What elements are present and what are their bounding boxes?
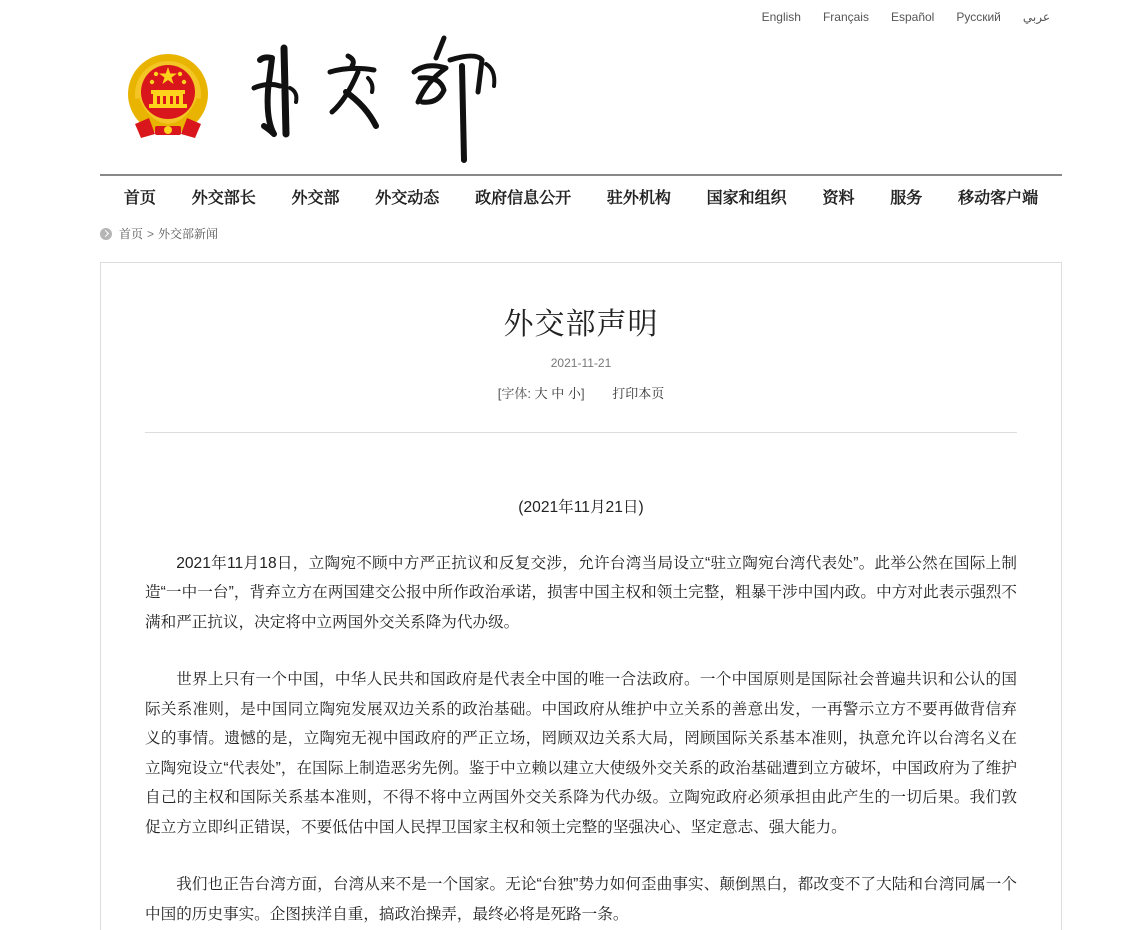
breadcrumb-arrow-icon <box>100 228 112 240</box>
nav-mobile[interactable]: 移动客户端 <box>958 189 1039 207</box>
lang-spanish[interactable]: Español <box>890 10 935 24</box>
breadcrumb-separator: > <box>147 226 155 241</box>
font-small-button[interactable]: 小 <box>567 386 581 401</box>
font-medium-button[interactable]: 中 <box>551 386 565 401</box>
article-date: 2021-11-21 <box>550 356 612 370</box>
article-paragraph: 世界上只有一个中国，中华人民共和国政府是代表全中国的唯一合法政府。一个中国原则是国际社会普遍共识和公认的国际关系准则，是中国同立陶宛发展双边关系的政治基础。中国政府从维护中立关系的善意出发，一再警示立方不要再做背信弃义的事情。遗憾的是，立陶宛无视中国政府的严正立场，罔顾双边关系大局，罔顾国际关系基本准则，执意允许以台湾名义在立陶宛设立“代表处”，在国际上制造恶劣先例。鉴于中立赖以建立大使级外交关系的政治基础遭到立方破坏，中国政府为了维护自己的主权和国际关系基本准则，不得不将中立两国外交关系降为代办级。立陶宛政府必须承担由此产生的一切后果。我们敦促立方立即纠正错误，不要低估中国人民捍卫国家主权和领土完整的坚强决心、坚定意志、强大能力。 <box>145 671 1017 836</box>
nav-countries[interactable]: 国家和组织 <box>706 189 787 207</box>
article-paragraph: 我们也正告台湾方面，台湾从来不是一个国家。无论“台独”势力如何歪曲事实、颠倒黑白，都改变不了大陆和台湾同属一个中国的历史事实。企图挟洋自重，搞政治操弄，最终必将是死路一条。 <box>145 876 1017 923</box>
article-container <box>100 262 1062 930</box>
main-nav <box>100 174 1062 216</box>
article-paragraph: 2021年11月18日，立陶宛不顾中方严正抗议和反复交涉，允许台湾当局设立“驻立陶宛台湾代表处”。此举公然在国际上制造“一中一台”，背弃立方在两国建交公报中所作政治承诺，损害中国主权和领土完整，粗暴干涉中国内政。中方对此表示强烈不满和严正抗议，决定将中立两国外交关系降为代办级。 <box>145 554 1017 631</box>
national-emblem-icon[interactable] <box>125 52 211 142</box>
lang-english[interactable]: English <box>761 10 801 24</box>
title-divider <box>145 432 1017 433</box>
nav-ministry[interactable]: 外交部 <box>291 189 340 207</box>
nav-services[interactable]: 服务 <box>890 189 923 207</box>
lang-arabic[interactable]: عربي <box>1022 10 1050 24</box>
lang-russian[interactable]: Русский <box>956 10 1001 24</box>
breadcrumb-current[interactable]: 外交部新闻 <box>158 227 219 241</box>
article-tools <box>101 383 1061 402</box>
article-body <box>145 493 1017 930</box>
lang-french[interactable]: Français <box>822 10 869 24</box>
language-bar <box>740 10 1050 24</box>
breadcrumb <box>100 225 218 242</box>
nav-minister[interactable]: 外交部长 <box>191 189 256 207</box>
font-size-label-close: ] <box>580 386 585 401</box>
font-size-label: [字体: <box>497 386 532 401</box>
article-title: 外交部声明 <box>503 308 659 341</box>
font-large-button[interactable]: 大 <box>534 386 548 401</box>
site-header <box>100 30 1062 170</box>
nav-gov-info[interactable]: 政府信息公开 <box>475 189 572 207</box>
nav-resources[interactable]: 资料 <box>822 189 855 207</box>
article-dateline: (2021年11月21日) <box>518 499 644 516</box>
nav-home[interactable]: 首页 <box>123 189 156 207</box>
print-page-button[interactable]: 打印本页 <box>612 386 665 401</box>
ministry-calligraphy-logo[interactable] <box>250 30 510 165</box>
nav-diplomatic-news[interactable]: 外交动态 <box>375 189 440 207</box>
nav-missions[interactable]: 驻外机构 <box>606 189 671 207</box>
breadcrumb-home[interactable]: 首页 <box>119 227 144 241</box>
